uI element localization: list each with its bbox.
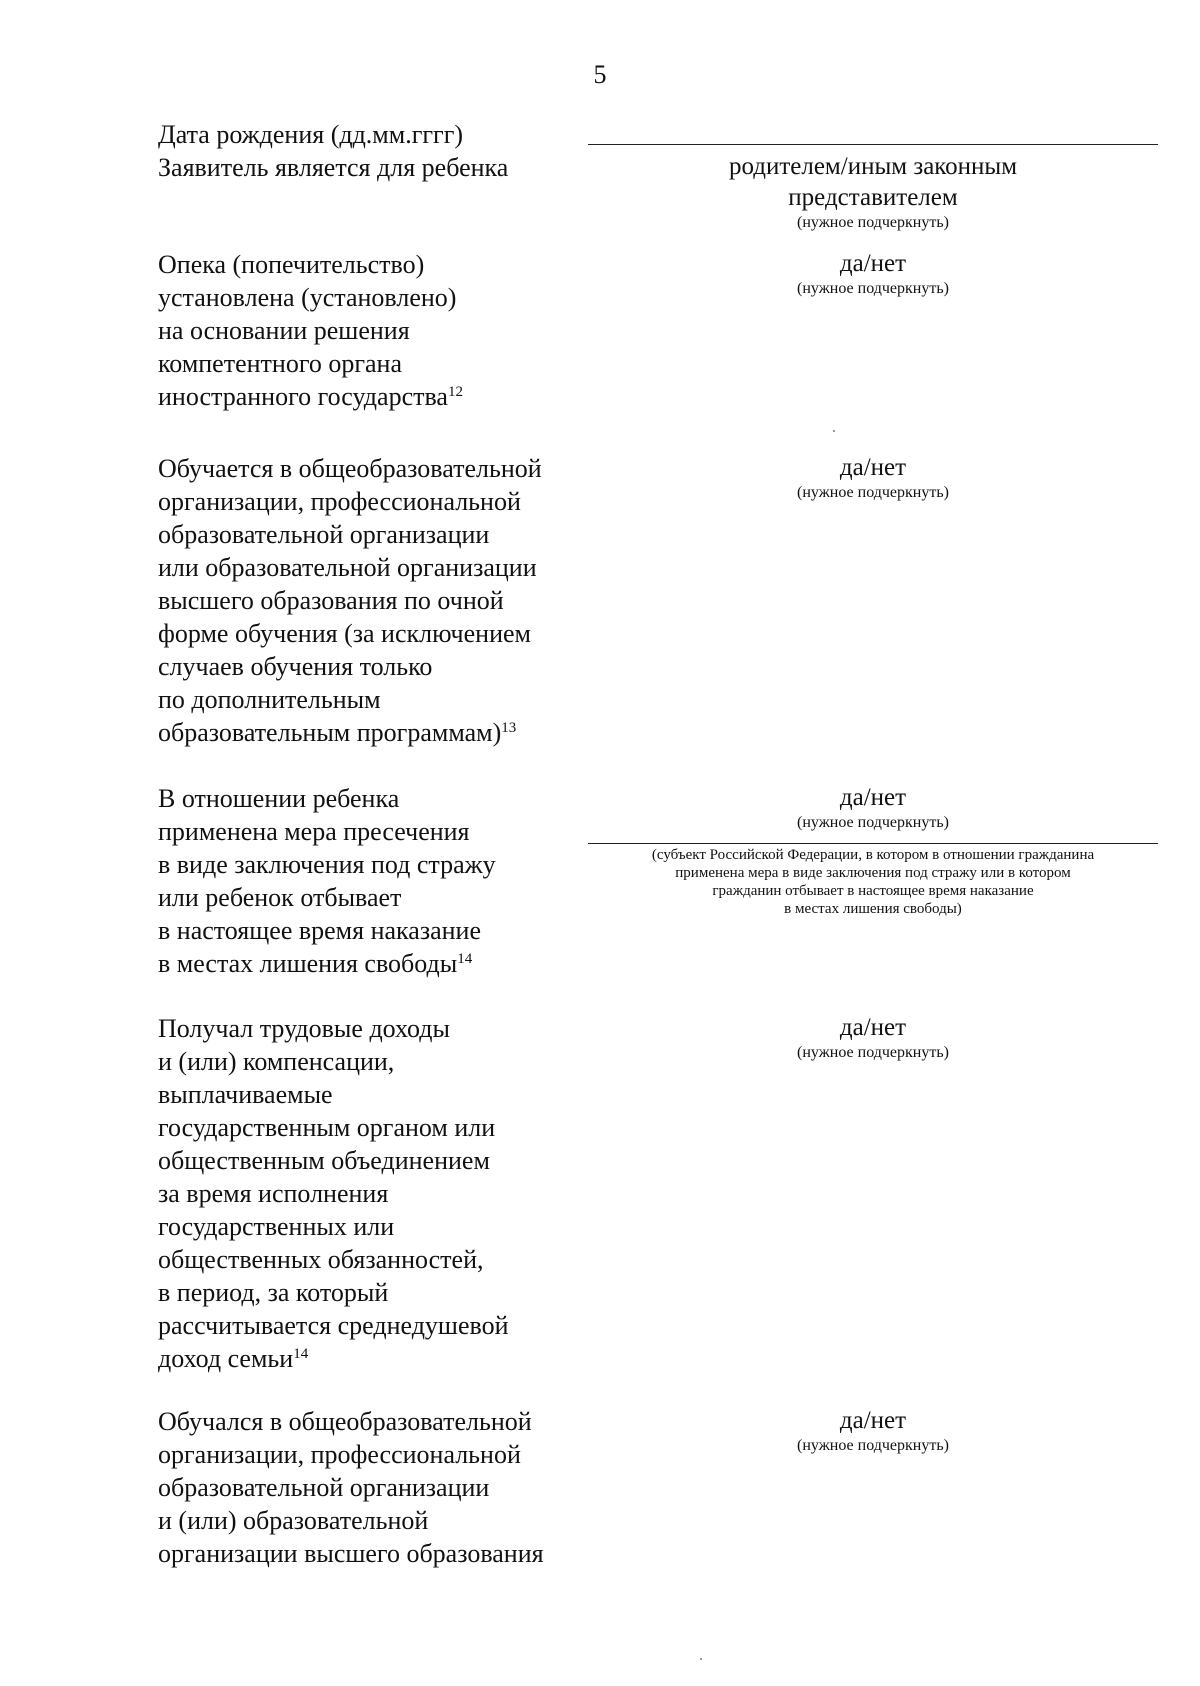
birth-date-input-line[interactable] <box>588 144 1158 145</box>
full-time-study-options[interactable] <box>588 452 1158 503</box>
applicant-role-answer-line-1[interactable]: родителем/иным законным <box>728 153 1018 180</box>
applicant-role-answer-line-2[interactable]: представителем <box>788 184 958 211</box>
applicant-role-options[interactable] <box>588 151 1158 233</box>
full-time-study-label: Обучается в общеобразовательной организации, профессиональной образовательной организации или образовательной организации высшего образования по очной форме обучения (за исключением случаев обучения только по дополнительным образовательным программам)$^{13}$ <box>158 454 542 747</box>
full-time-study-answer[interactable]: да/нет <box>839 454 907 481</box>
custody-answer[interactable]: да/нет <box>839 784 907 811</box>
guardianship-label: Опека (попечительство) установлена (установлено) на основании решения компетентного органа иностранного государства$^{12}$ <box>158 250 463 411</box>
labor-income-hint: (нужное подчеркнуть) <box>797 1044 949 1061</box>
custody-region-caption: (субъект Российской Федерации, в котором в отношении гражданина применена мера в виде заключения под стражу или в котором гражданин отбывает в настоящее время наказание в местах лишения свободы) <box>651 847 1095 917</box>
custody-options[interactable] <box>588 782 1158 833</box>
custody-hint: (нужное подчеркнуть) <box>797 814 949 831</box>
past-study-answer[interactable]: да/нет <box>839 1407 907 1434</box>
past-study-hint: (нужное подчеркнуть) <box>797 1437 949 1454</box>
full-time-study-hint: (нужное подчеркнуть) <box>797 484 949 501</box>
page-number: 5 <box>593 60 607 89</box>
past-study-label: Обучался в общеобразовательной организации, профессиональной образовательной организации и (или) образовательной организации высшего образования <box>158 1407 544 1568</box>
applicant-role-label: Заявитель является для ребенка <box>158 153 509 182</box>
footnote-marker: 14 <box>457 951 473 967</box>
footnote-marker: 14 <box>293 1346 309 1362</box>
footnote-marker: 13 <box>501 720 517 736</box>
labor-income-answer[interactable]: да/нет <box>839 1014 907 1041</box>
scan-speck <box>833 430 835 432</box>
guardianship-options[interactable] <box>588 248 1158 299</box>
footnote-marker: 12 <box>447 384 463 400</box>
birth-date-label: Дата рождения (дд.мм.гггг) <box>158 120 464 149</box>
labor-income-label: Получал трудовые доходы и (или) компенсации, выплачиваемые государственным органом или общественным объединением за время исполнения государственных или общественных обязанностей, в период, за который рассчитывается среднедушевой доход семьи$^{14}$ <box>158 1014 509 1373</box>
guardianship-answer[interactable]: да/нет <box>839 250 907 277</box>
scan-speck <box>700 1658 702 1660</box>
custody-region-input-line[interactable] <box>588 843 1158 844</box>
applicant-role-hint: (нужное подчеркнуть) <box>797 214 949 231</box>
guardianship-hint: (нужное подчеркнуть) <box>797 280 949 297</box>
past-study-options[interactable] <box>588 1405 1158 1456</box>
labor-income-options[interactable] <box>588 1012 1158 1063</box>
custody-label: В отношении ребенка применена мера пресечения в виде заключения под стражу или ребенок отбывает в настоящее время наказание в местах лишения свободы$^{14}$ <box>158 784 496 978</box>
